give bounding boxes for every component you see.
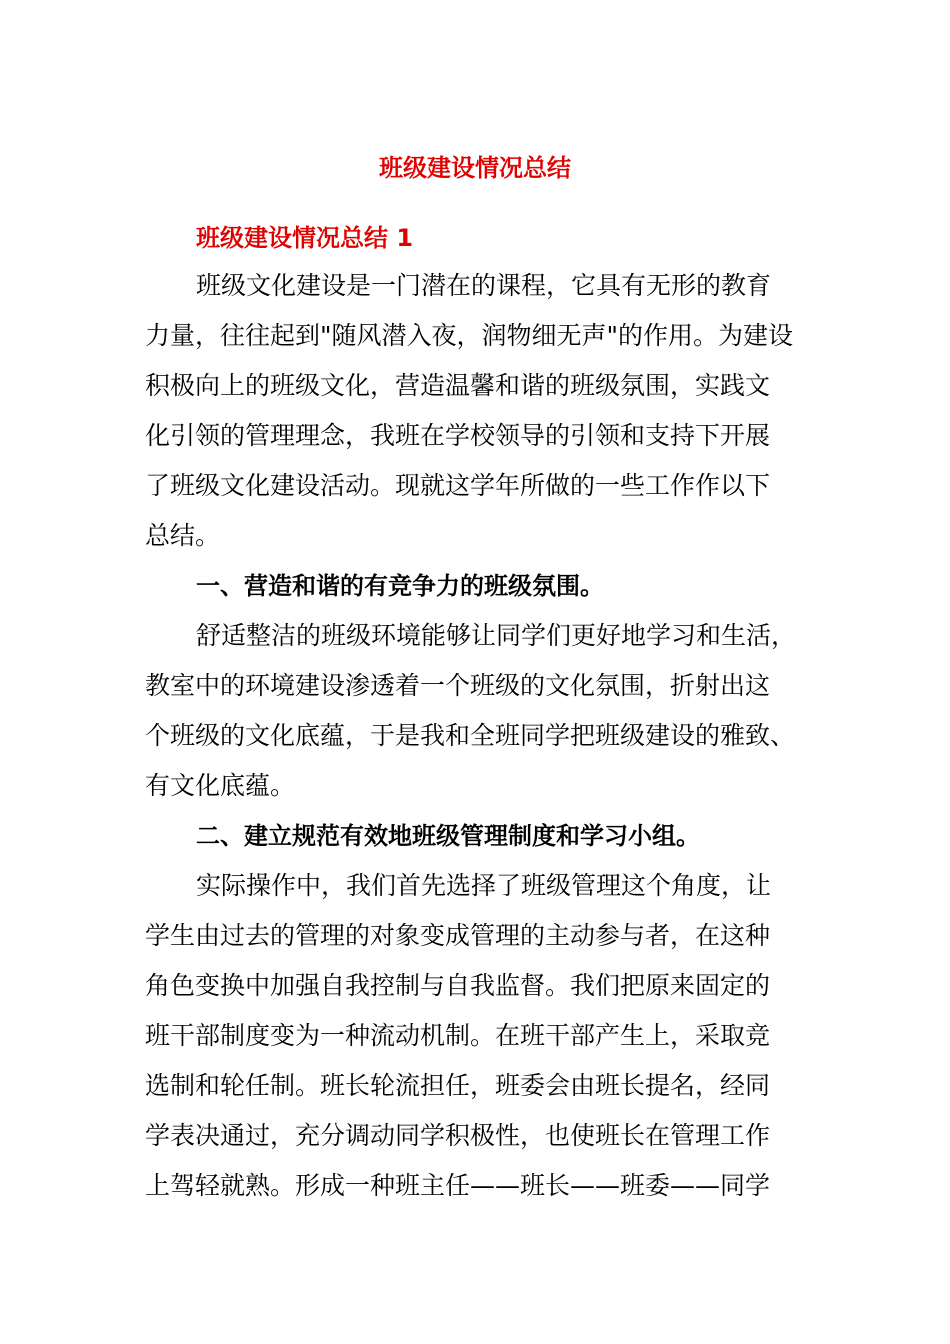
paragraph-line: 力量，往往起到"随风潜入夜，润物细无声"的作用。为建设 — [145, 321, 794, 350]
document-title: 班级建设情况总结 — [379, 154, 571, 182]
paragraph-line: 学生由过去的管理的对象变成管理的主动参与者，在这种 — [145, 921, 771, 950]
section-heading: 二、建立规范有效地班级管理制度和学习小组。 — [196, 822, 700, 850]
paragraph-line: 选制和轮任制。班长轮流担任，班委会由班长提名，经同 — [145, 1071, 771, 1100]
paragraph-line: 学表决通过，充分调动同学积极性，也使班长在管理工作 — [145, 1121, 771, 1150]
paragraph-line: 有文化底蕴。 — [145, 771, 296, 800]
section-heading: 一、营造和谐的有竞争力的班级氛围。 — [196, 572, 604, 600]
paragraph-line: 了班级文化建设活动。现就这学年所做的一些工作作以下 — [145, 471, 771, 500]
section-subtitle: 班级建设情况总结 1 — [196, 224, 414, 252]
paragraph-line: 个班级的文化底蕴，于是我和全班同学把班级建设的雅致、 — [145, 721, 796, 750]
paragraph-line: 角色变换中加强自我控制与自我监督。我们把原来固定的 — [145, 971, 771, 1000]
paragraph-line: 班级文化建设是一门潜在的课程，它具有无形的教育 — [196, 271, 772, 300]
paragraph-line: 实际操作中，我们首先选择了班级管理这个角度，让 — [196, 871, 772, 900]
paragraph-line: 上驾轻就熟。形成一种班主任——班长——班委——同学 — [145, 1171, 771, 1200]
paragraph-line: 积极向上的班级文化，营造温馨和谐的班级氛围，实践文 — [145, 371, 771, 400]
paragraph-line: 化引领的管理理念，我班在学校领导的引领和支持下开展 — [145, 421, 771, 450]
paragraph-line: 舒适整洁的班级环境能够让同学们更好地学习和生活， — [196, 621, 797, 650]
paragraph-line: 教室中的环境建设渗透着一个班级的文化氛围，折射出这 — [145, 671, 771, 700]
paragraph-line: 总结。 — [145, 521, 221, 550]
paragraph-line: 班干部制度变为一种流动机制。在班干部产生上，采取竞 — [145, 1021, 771, 1050]
